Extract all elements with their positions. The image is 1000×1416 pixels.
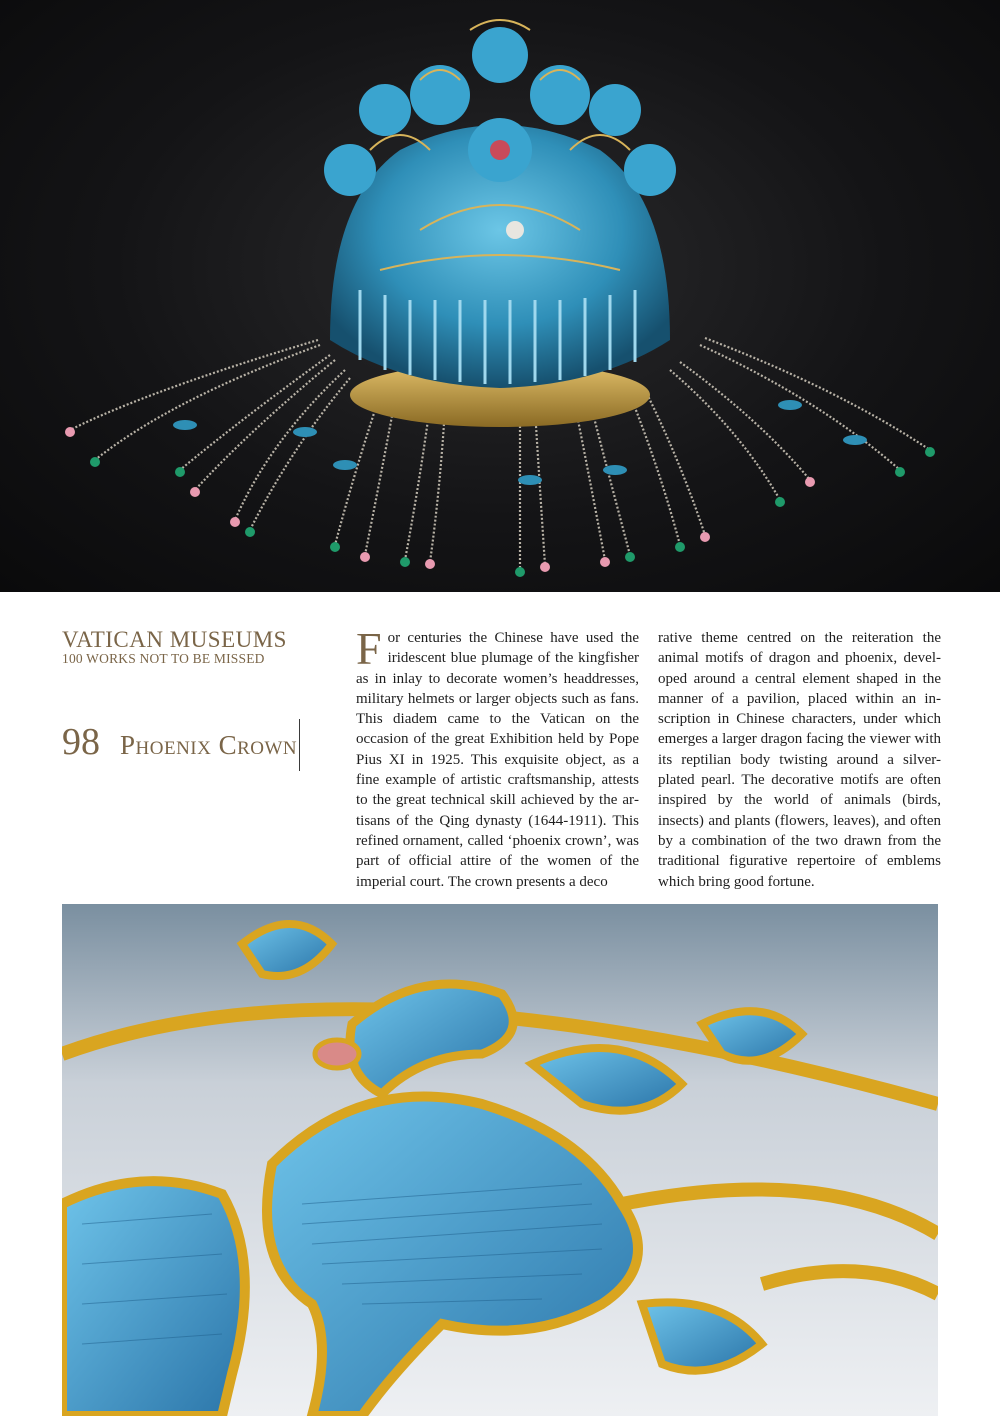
bead-tips: [65, 427, 935, 577]
silver-pearl: [506, 221, 524, 239]
left-feather-ornament: [62, 1181, 245, 1416]
phoenix-eye: [315, 1040, 359, 1068]
series-heading: [62, 628, 332, 666]
text-column-left: [356, 623, 639, 892]
series-title: VATICAN MUSEUMS: [62, 627, 287, 652]
body-text-part-1: or centuries the Chinese have used the iridescent blue plumage of the kingfisher as in inlay to decorate women’s headdresses, military helmets or larger objects such as fans. This diadem came to the Vatican on the occasion of the great Exhibition held by Pope Pius XI in 1925. This exquisite object, as a fine example of artistic craftsmanship, attests to the great technical skill achieved by the artisans of the Qing dynasty (1644-1911). This refined ornament, called ‘phoenix crown’, was part of official attire of the women of the imperial court. The crown presents a deco: [356, 630, 639, 890]
phoenix-detail-illustration: [62, 904, 938, 1416]
series-subtitle: 100 WORKS NOT TO BE MISSED: [62, 651, 265, 666]
crown-top-ornaments: [324, 27, 676, 196]
phoenix-detail-photo: [62, 904, 938, 1416]
entry-number: 98: [62, 721, 100, 763]
text-column-right: [658, 628, 941, 892]
drop-cap: F: [356, 623, 382, 674]
crown-illustration: [0, 0, 1000, 592]
crown-photo: [0, 0, 1000, 592]
entry-title: Phoenix Crown: [120, 719, 300, 771]
entry-heading: [62, 716, 300, 768]
dragon-mouth: [490, 140, 510, 160]
body-text-part-2: rative theme centred on the reiteration the animal motifs of dragon and phoenix, developed around a central element shaped in the manner of a pavilion, placed within an inscription in Chinese characters, under which emerges a larger dragon facing the viewer with its reptilian body twisting around a silver-plated pearl. The decorative motifs are often inspired by the world of animals (birds, insects) and plants (flowers, leaves), and often by a combination of the two drawn from the traditional figurative repertoire of emblems which bring good fortune.: [658, 630, 941, 890]
